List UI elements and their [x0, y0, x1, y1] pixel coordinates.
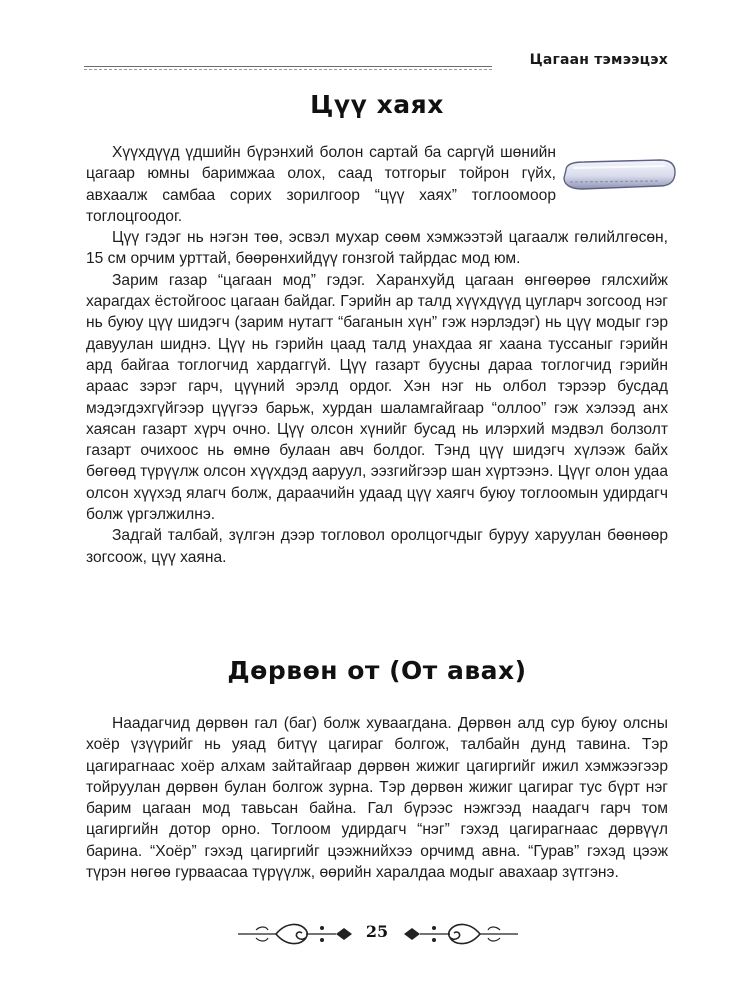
section-1-body	[86, 142, 668, 568]
section-2-body	[86, 713, 668, 883]
paragraph: Задгай талбай, зүлгэн дээр тогловол оролцогчдыг буруу харуулан бөөнөөр зогсоож, цүү хаяна.	[86, 527, 668, 566]
flourish-ornament-icon	[236, 920, 354, 948]
paragraph: Хүүхдүүд үдшийн бүрэнхий болон сартай ба саргүй шөнийн цагаар юмны баримжаа олох, саад тотгорыг тойрон гүйх, авхаалж самбаа сорих зорилгоор “цүү хаях” тоглоомоор тоглоцгоодог.	[86, 144, 556, 225]
running-header: Цагаан тэмээцэх	[529, 52, 668, 68]
page-number: 25	[365, 922, 389, 941]
page-footer	[0, 914, 754, 954]
section-title-durvun-ot: Дөрвөн от (От авах)	[227, 656, 527, 685]
section-title-tsuu-khayakh: Цүү хаях	[310, 90, 444, 119]
paragraph: Цүү гэдэг нь нэгэн төө, эсвэл мухар сөөм хэмжээтэй цагаалж гөлийлгөсөн, 15 см орчим урттай, бөөрөнхийдүү гонзгой тайрдас мод юм.	[86, 229, 668, 268]
flourish-ornament-icon	[402, 920, 520, 948]
header-rule	[84, 66, 492, 67]
paragraph: Зарим газар “цагаан мод” гэдэг. Харанхуйд цагаан өнгөөрөө гялсхийж харагдах ёстойгоос цагаан байдаг. Гэрийн ар талд хүүхдүүд цугларч зогсоод нэг нь буюу цүү шидэгч (зарим нутагт “баганын хүн” гэж нэрлэдэг) нь цүү модыг гэр давуулан шиднэ. Цүү нь гэрийн цаад талд унахдаа яг хаана туссаныг гэрийн ард байгаа тоглогчид хардаггүй. Цүү газарт буусны дараа тоглогчид гэрийн араас зэрэг гарч, цүүний эрэлд ордог. Хэн нэг нь олбол тэрээр бусдад мэдэгдэхгүйгээр цүүгээ барьж, хурдан шаламгайгаар “оллоо” гэж хэлээд анх хаясан газарт хүрч очно. Цүү олсон хүнийг бусад нь илэрхий мэдвэл болзолт газарт очихоос нь өмнө булаан авч болдог. Тэнд цүү шидэгч хүлээж байх бөгөөд түрүүлж олсон хүүхдэд ааруул, ээзгийгээр шан хүртээнэ. Цүүг олон удаа олсон хүүхэд ялагч болж, дараачийн удаад цүү хаягч буюу тоглоомын удирдагч болж үргэлжилнэ.	[86, 271, 668, 524]
paragraph: Наадагчид дөрвөн гал (баг) болж хуваагдана. Дөрвөн алд сур буюу олсны хоёр үзүүрийг нь уяад битүү цагираг болгож, талбайн дунд тавина. Тэр цагирагнаас хоёр алхам зайтайгаар дөрвөн жижиг цагиргийг ижил хэмжээгээр тойруулан дөрвөн булан болгож зурна. Тэр дөрвөн жижиг цагираг тус бүрт нэг барим цагаан мод тавьсан байна. Гал бүрээс нэжгээд наадагч гарч том цагиргийн дотор орно. Тоглоом удирдагч “нэг” гэхэд цагирагнаас дөрвүүл барина. “Хоёр” гэхэд цагиргийг цээжнийхээ орчимд авна. “Гурав” гэхэд цээж түрэн нөгөө гурваасаа түрүүлж, өөрийн харалдаа модыг авахаар зүтгэнэ.	[86, 715, 668, 882]
